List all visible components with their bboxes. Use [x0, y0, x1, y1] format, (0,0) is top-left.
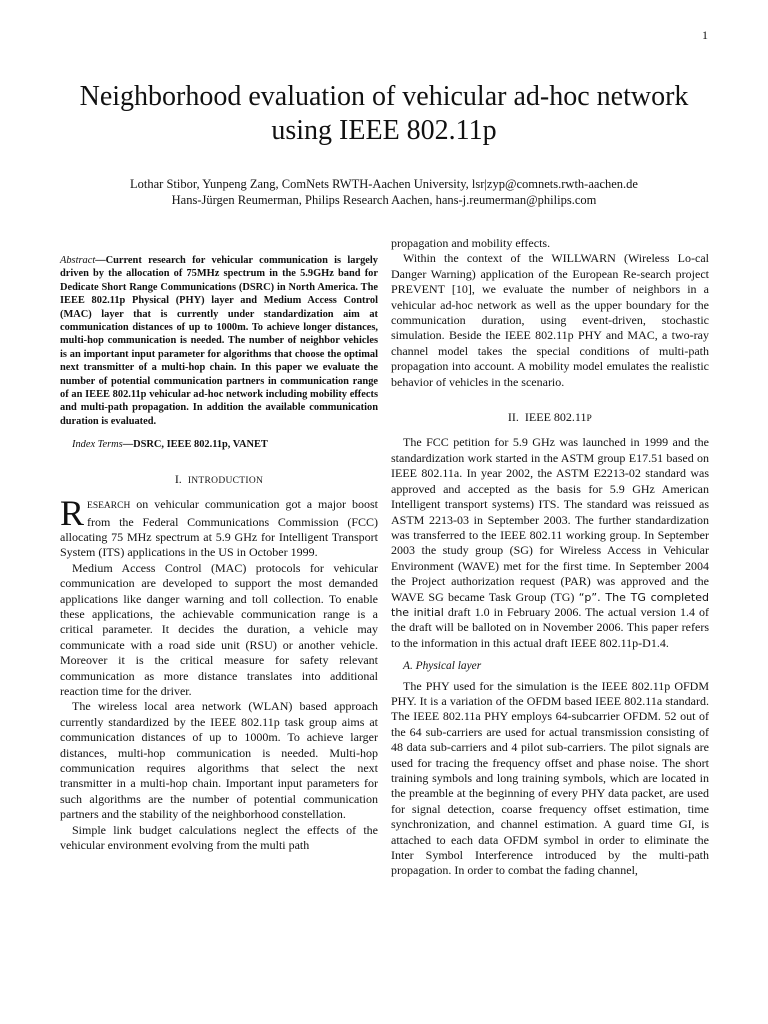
- dropcap-letter: R: [60, 493, 85, 534]
- author-block: [60, 176, 708, 208]
- subsection-a-heading: A. Physical layer: [403, 660, 482, 673]
- section-2-paragraph-1-b: draft 1.0 in February 2006. The actual version 1.4 of the draft will be balloted on in November 2006. This paper refers to the information in this actual draft IEEE 802.11p-D1.4.: [391, 604, 709, 650]
- intro-paragraph-1-text: on vehicular communication got a major boost from the Federal Communications Commission (FCC) allocating 75 MHz spectrum at 5.9 GHz for Intelligent Transport System (ITS) applications in the US in October 1999.: [60, 497, 378, 560]
- section-2-title-tail: P: [586, 414, 593, 425]
- intro-paragraph-2: Medium Access Control (MAC) protocols for vehicular communication are developed to support the most demanded applications like danger warning and toll collection. To enable these applications, the achievable communication range is a critical parameter. It decides the duration, a vehicle may communicate with a road side unit (RSU) or another vehicle. Moreover it is the critical measure for safety relevant communication as more distance translates into additional reaction time for the driver.: [60, 560, 378, 698]
- author-line-1: Lothar Stibor, Yunpeng Zang, ComNets RWTH-Aachen University, lsr|zyp@comnets.rwth-aachen.de: [130, 177, 638, 191]
- section-1-heading: [60, 472, 378, 489]
- section-2-paragraph-2: The PHY used for the simulation is the IEEE 802.11p OFDM PHY. It is a variation of the OFDM based IEEE 802.11a standard. The IEEE 802.11a PHY employs 64-subcarrier OFDM. 52 out of the 64 sub-carriers are used for actual transmission consisting of 48 data sub-carriers and 4 pilot sub-carriers. The pilot signals are used for tracing the frequency offset and phase noise. The short training symbols and long training symbols, which are located in the preamble at the beginning of every PHY data packet, are used for signal detection, coarse frequency offset estimation, time synchronization, and channel estimation. A guard time GI, is attached to each data OFDM symbol in order to eliminate the Inter Symbol Interference introduced by the multi-path propagation. In order to combat the fading channel,: [391, 678, 709, 878]
- intro-paragraph-1: [60, 493, 378, 561]
- intro-paragraph-5: Within the context of the WILLWARN (Wireless Lo-cal Danger Warning) application of the European Re-search project PREVENT [10], we evaluate the number of neighbors in a vehicular ad-hoc network as well as the upper boundary for the communication duration, using event-driven, stochastic simulation. Beside the IEEE 802.11p PHY and MAC, a two-ray channel model takes the special conditions of multi-path propagation into account. A mobility model emulates the realistic behavior of vehicles in the scenario.: [391, 251, 709, 389]
- index-terms: [60, 438, 378, 451]
- intro-paragraph-4: Simple link budget calculations neglect the effects of the vehicular environment evolving from the multi path: [60, 822, 378, 853]
- intro-paragraph-3: The wireless local area network (WLAN) based approach currently standardized by the IEEE 802.11p task group aims at communication distances of up to 1000m. To achieve larger distances, multi-hop communication is needed. Multi-hop communication requires algorithms that select the next transmitter in a multi-hop chain. Important input parameters for such algorithms are the number of potential communication partners and the stability of the neighborhood constellation.: [60, 699, 378, 822]
- section-2-paragraph-1-quote: “p”. The TG completed the initial: [391, 590, 709, 619]
- section-2-paragraph-1-a: The FCC petition for 5.9 GHz was launched in 1999 and the standardization work started in the ASTM group E17.51 based on IEEE 802.11a. In year 2002, the ASTM E2213-02 standard was approved and accepted as the basis for 5.9 GHz American Intelligent transport systems) ITS. The standard was reissued as ASTM 2213-03 in September 2003. The further standardization was transferred to the IEEE 802.11 working group. In September 2003 the study group (SG) for Wireless Access in Vehicular Environment (WAVE) met for the first time. In September 2004 the Project authorization request (PAR) was approved and the WAVE SG became Task Group (TG): [391, 435, 709, 604]
- abstract-text: —Current research for vehicular communication is largely driven by the allocation of 75MHz spectrum in the 5.9GHz band for Dedicate Short Range Communications (DSRC) in North America. The IEEE 802.11p Physical (PHY) layer and Medium Access Control (MAC) layer that is currently under standardization aim at communication distances of up to 1000m. To achieve longer distances, multi-hop communication is needed. The number of neighbor vehicles is an important input parameter for algorithms that choose the optimal next transmitter of a multi-hop chain. In this paper we evaluate the number of potential communication partners in communication range of an IEEE 802.11p vehicular ad-hoc network including mobility effects and multi-path propagation. In addition the available communication duration is evaluated.: [60, 255, 378, 427]
- index-terms-lead: Index Terms: [72, 439, 123, 451]
- index-terms-text: —DSRC, IEEE 802.11p, VANET: [122, 439, 268, 451]
- paper-title: Neighborhood evaluation of vehicular ad-hoc network using IEEE 802.11p: [79, 81, 689, 146]
- page-number: 1: [702, 28, 708, 42]
- author-line-2: Hans-Jürgen Reumerman, Philips Research Aachen, hans-j.reumerman@philips.com: [171, 193, 597, 207]
- intro-lead-word: ESEARCH: [87, 501, 131, 512]
- abstract: [60, 254, 378, 428]
- intro-paragraph-4-continued: propagation and mobility effects.: [391, 236, 551, 250]
- section-2-title: IEEE 802.11: [524, 410, 587, 425]
- section-1-title: INTRODUCTION: [187, 475, 264, 486]
- abstract-lead: Abstract: [60, 255, 96, 266]
- left-column: [60, 236, 378, 853]
- right-column: [391, 236, 709, 879]
- section-2-number: II.: [507, 410, 519, 425]
- section-2-paragraph-1: [391, 435, 709, 651]
- section-1-number: I.: [174, 471, 182, 486]
- section-2-heading: [391, 410, 709, 427]
